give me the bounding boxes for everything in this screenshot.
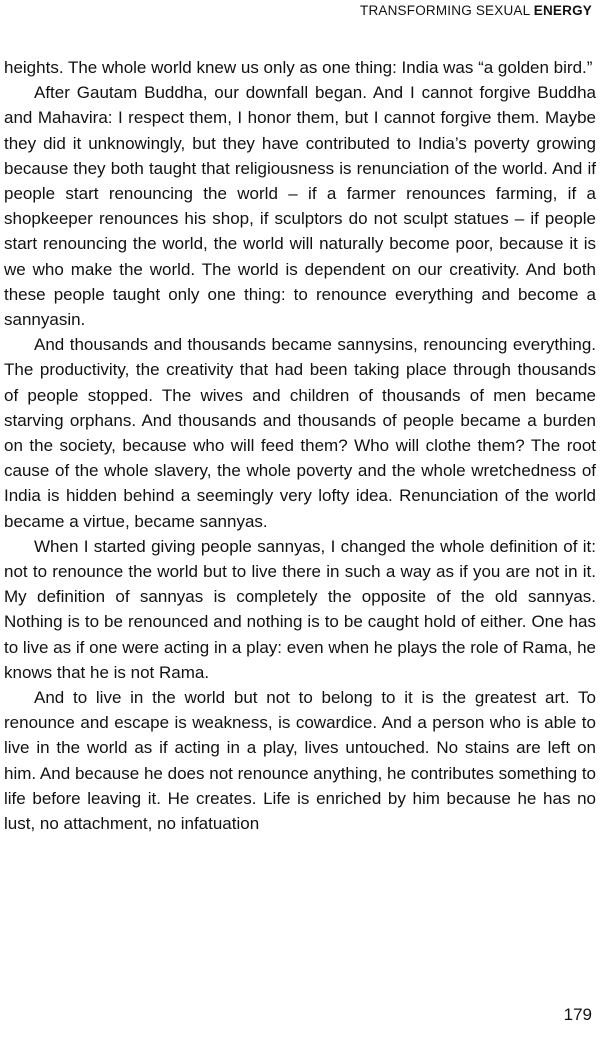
running-header <box>360 3 592 18</box>
running-title-bold: ENERGY <box>533 3 592 18</box>
body-text <box>4 55 596 836</box>
page-number: 179 <box>563 1005 592 1024</box>
running-title-regular: TRANSFORMING SEXUAL <box>360 3 534 18</box>
paragraph-4: When I started giving people sannyas, I changed the whole definition of it: not to renounce the world but to live there in such a way as if you are not in it. My definition of sannyas is completely the opposite of the old sannyas. Nothing is to be renounced and nothing is to be caught hold of either. One has to live as if one were acting in a play: even when he plays the role of Rama, he knows that he is not Rama. <box>4 536 596 682</box>
paragraph-5: And to live in the world but not to belong to it is the greatest art. To renounce and escape is weakness, is cowardice. And a person who is able to live in the world as if acting in a play, lives untouched. No stains are left on him. And because he does not renounce anything, he contributes something to life before leaving it. He creates. Life is enriched by him because he has no lust, no attachment, no infatuation <box>4 688 596 834</box>
paragraph-3: And thousands and thousands became sannysins, renouncing everything. The productivity, the creativity that had been taking place through thousands of people stopped. The wives and children of thousands of men became starving orphans. And thousands and thousands of people became a burden on the society, because who will feed them? Who will clothe them? The root cause of the whole slavery, the whole poverty and the whole wretchedness of India is hidden behind a seemingly very lofty idea. Renunciation of the world became a virtue, became sannyas. <box>4 335 596 531</box>
paragraph-1: heights. The whole world knew us only as one thing: India was “a golden bird.” <box>4 58 593 77</box>
paragraph-2: After Gautam Buddha, our downfall began. And I cannot forgive Buddha and Mahavira: I respect them, I honor them, but I cannot forgive them. Maybe they did it unknowingly, but they have contributed to India’s poverty growing because they both taught that religiousness is renunciation of the world. And if people start renouncing the world – if a farmer renounces farming, if a shopkeeper renounces his shop, if sculptors do not sculpt statues – if people start renouncing the world, the world will naturally become poor, because it is we who make the world. The world is dependent on our creativity. And both these people taught only one thing: to renounce everything and become a sannyasin. <box>4 83 596 330</box>
